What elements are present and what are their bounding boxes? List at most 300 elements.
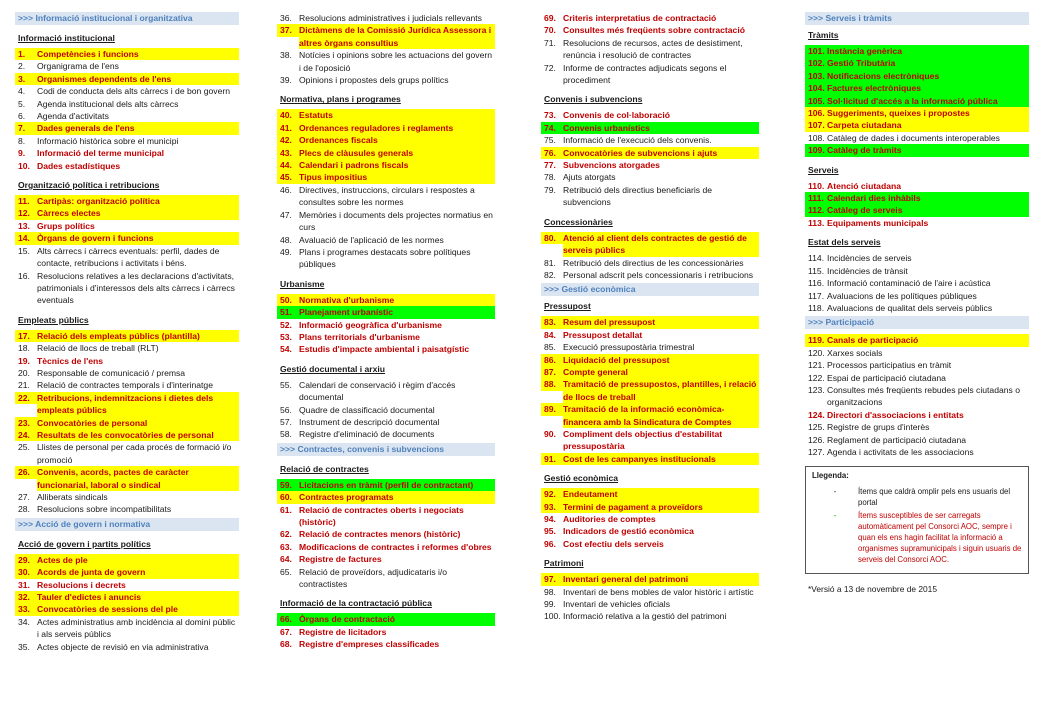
list-item (15, 641, 239, 653)
list-item (277, 479, 495, 491)
list-item (277, 331, 495, 343)
item-number: 62. (280, 529, 292, 540)
item-number: 105. (805, 95, 827, 107)
item-label: Convenis de col·laboració (563, 110, 670, 121)
item-label: Llistes de personal per cada procés de formació i/o promoció (37, 442, 232, 465)
item-number: 66. (277, 613, 299, 625)
item-label: Resum del pressupost (563, 316, 759, 328)
list-item (541, 341, 759, 353)
item-number: 46. (280, 184, 292, 195)
list-item (277, 12, 495, 24)
item-number: 95. (544, 526, 556, 537)
list-item (541, 37, 759, 62)
subsection-heading-accio-de-govern-i-partits-politics: Acció de govern i partits polítics (18, 538, 151, 549)
subsection-heading-organitzacio-politica-i-retribucions: Organització política i retribucions (18, 180, 160, 191)
item-label: Liquidació del pressupost (563, 354, 759, 366)
item-label: Convocatòries de personal (37, 417, 239, 429)
item-label: Criteris interpretatius de contractació (563, 13, 717, 23)
item-number: 52. (280, 319, 292, 330)
list-item (277, 234, 495, 246)
list-item (805, 82, 1029, 94)
list-item (15, 603, 239, 615)
list-item (15, 270, 239, 307)
item-number: 86. (541, 354, 563, 366)
item-label: Atenció al client dels contractes de gestió de serveis públics (563, 232, 759, 257)
item-number: 75. (544, 135, 556, 146)
item-label: Memòries i documents dels projectes normatius en curs (299, 209, 493, 233)
list-item (805, 334, 1029, 346)
list-item (805, 277, 1029, 289)
list-item (277, 343, 495, 355)
item-label: Registre de grups d'interès (827, 422, 930, 433)
legend-text-automatic: Ítems susceptibles de ser carregats automàticament pel Consorci AOC, sempre i quan els ens hagin facilitat la informació a organismes supramunicipals i siguin usuaris de serveis del Consorci AOC. (858, 511, 1022, 565)
item-label: Codi de conducta dels alts càrrecs i de bon govern (37, 86, 230, 97)
list-item (277, 428, 495, 440)
column-4 (805, 12, 1029, 594)
item-number: 21. (18, 380, 30, 391)
item-number: 15. (18, 245, 30, 256)
list-item (541, 513, 759, 525)
item-label: Cost efectiu dels serveis (563, 538, 664, 549)
item-number: 121. (808, 360, 825, 371)
list-item (541, 598, 759, 610)
list-item (805, 132, 1029, 144)
list-item (541, 316, 759, 328)
list-item (541, 573, 759, 585)
item-label: Gestió Tributària (827, 57, 1029, 69)
item-number: 71. (544, 37, 556, 48)
list-item (541, 147, 759, 159)
list-item (805, 265, 1029, 277)
item-label: Compliment dels objectius d'estabilitat pressupostària (563, 428, 723, 452)
list-item (805, 70, 1029, 82)
item-label: Factures electròniques (827, 82, 1029, 94)
legend-entry-automatic (812, 510, 1022, 565)
legend-dash: - (833, 511, 837, 521)
item-number: 78. (544, 172, 556, 183)
section-bar-gestio-economica: >>> Gestió econòmica (541, 283, 759, 296)
item-label: Incidències de trànsit (827, 265, 908, 276)
item-label: Espai de participació ciutadana (827, 372, 946, 383)
list-item (277, 209, 495, 234)
item-number: 101. (805, 45, 827, 57)
list-item (277, 134, 495, 146)
list-item (15, 195, 239, 207)
item-number: 127. (808, 446, 825, 457)
subsection-heading-informacio-institucional: Informació institucional (18, 33, 115, 43)
item-number: 107. (805, 119, 827, 131)
item-label: Retribucions, indemnitzacions i dietes dels empleats públics (37, 392, 239, 417)
item-label: Personal adscrit pels concessionaris i retribucions (563, 269, 754, 280)
item-number: 122. (808, 372, 825, 383)
item-label: Calendari dies inhàbils (827, 192, 1029, 204)
item-label: Instrument de descripció documental (299, 416, 440, 427)
item-number: 56. (280, 404, 292, 415)
list-item (805, 144, 1029, 156)
item-label: Canals de participació (827, 334, 1029, 346)
item-number: 100. (544, 611, 561, 622)
item-label: Licitacions en tràmit (perfil de contractant) (299, 479, 495, 491)
list-item (541, 232, 759, 257)
item-label: Resultats de les convocatòries de personal (37, 429, 239, 441)
item-number: 20. (18, 367, 30, 378)
list-item (541, 62, 759, 87)
item-number: 3. (15, 73, 37, 85)
subsection-heading-relacio-de-contractes: Relació de contractes (280, 463, 369, 474)
item-number: 31. (18, 579, 30, 590)
list-item (541, 134, 759, 146)
item-label: Convenis urbanístics (563, 122, 759, 134)
item-label: Ordenances fiscals (299, 134, 495, 146)
item-label: Registre d'eliminació de documents (299, 429, 435, 440)
list-item (15, 429, 239, 441)
list-item (541, 453, 759, 465)
list-item (541, 501, 759, 513)
list-item (15, 98, 239, 110)
item-number: 42. (277, 134, 299, 146)
item-label: Registre d'empreses classificades (299, 639, 440, 650)
item-number: 116. (808, 278, 825, 289)
item-label: Informe de contractes adjudicats segons el procediment (563, 62, 727, 86)
item-label: Notícies i opinions sobre les actuacions del govern i de l'oposició (299, 50, 492, 73)
item-label: Relació dels empleats públics (plantilla) (37, 330, 239, 342)
item-label: Avaluacions de qualitat dels serveis públics (827, 302, 993, 313)
item-number: 125. (808, 422, 825, 433)
item-number: 91. (541, 453, 563, 465)
list-item (15, 466, 239, 491)
list-item (15, 342, 239, 354)
item-number: 12. (15, 207, 37, 219)
list-item (277, 528, 495, 540)
list-item (15, 491, 239, 503)
item-label: Inventari de bens mobles de valor històric i artístic (563, 586, 754, 597)
list-item (541, 538, 759, 550)
item-label: Pressupost detallat (563, 329, 643, 340)
list-item (541, 610, 759, 622)
legend-text-manual: Ítems que caldrà omplir pels ens usuaris del portal (858, 487, 1011, 508)
item-number: 14. (15, 232, 37, 244)
list-item (15, 207, 239, 219)
column-1 (15, 12, 239, 653)
item-number: 43. (277, 147, 299, 159)
item-number: 102. (805, 57, 827, 69)
item-label: Ordenances reguladores i reglaments (299, 122, 495, 134)
list-item (805, 119, 1029, 131)
list-item (15, 392, 239, 417)
item-number: 104. (805, 82, 827, 94)
list-item (805, 252, 1029, 264)
column-3 (541, 12, 759, 623)
subsection-heading-patrimoni: Patrimoni (544, 558, 584, 569)
item-label: Càrrecs electes (37, 207, 239, 219)
list-item (15, 355, 239, 367)
item-number: 37. (277, 24, 299, 36)
item-number: 2. (18, 61, 26, 72)
list-item (277, 319, 495, 331)
list-item (277, 504, 495, 529)
item-label: Organismes dependents de l'ens (37, 73, 239, 85)
item-label: Carpeta ciutadana (827, 119, 1029, 131)
list-item (541, 354, 759, 366)
list-item (277, 416, 495, 428)
list-item (277, 184, 495, 209)
item-number: 30. (15, 566, 37, 578)
list-item (277, 24, 495, 49)
item-number: 41. (277, 122, 299, 134)
item-number: 98. (544, 586, 556, 597)
list-item (541, 24, 759, 36)
item-number: 112. (805, 204, 827, 216)
item-number: 19. (18, 355, 30, 366)
item-number: 76. (541, 147, 563, 159)
item-label: Estudis d'impacte ambiental i paisatgístic (299, 344, 470, 355)
item-label: Tauler d'edictes i anuncis (37, 591, 239, 603)
item-number: 82. (544, 269, 556, 280)
list-item (277, 159, 495, 171)
subsection-heading-urbanisme: Urbanisme (280, 278, 325, 289)
item-label: Competències i funcions (37, 48, 239, 60)
item-number: 111. (805, 192, 827, 204)
item-number: 25. (18, 442, 30, 453)
item-label: Informació contaminació de l'aire i acústica (827, 278, 991, 289)
subsection-heading-normativa-plans-i-programes: Normativa, plans i programes (280, 94, 401, 105)
list-item (541, 586, 759, 598)
item-label: Directives, instruccions, circulars i respostes a consultes sobre les normes (299, 184, 475, 208)
item-label: Consultes més freqüents sobre contractació (563, 25, 745, 36)
item-number: 70. (544, 25, 556, 36)
item-label: Registre de factures (299, 554, 382, 565)
subsection-heading-concessionaries: Concessionàries (544, 216, 613, 227)
list-item (277, 626, 495, 638)
item-number: 7. (15, 122, 37, 134)
item-number: 17. (15, 330, 37, 342)
list-item (805, 192, 1029, 204)
list-item (277, 553, 495, 565)
item-label: Consultes més freqüents rebudes pels ciutadans o organitzacions (827, 384, 1020, 408)
item-number: 72. (544, 62, 556, 73)
list-item (277, 109, 495, 121)
legend-entry-manual (812, 486, 1022, 508)
item-label: Relació de contractes menors (històric) (299, 529, 461, 540)
item-number: 77. (544, 160, 556, 171)
list-item (277, 122, 495, 134)
list-item (15, 379, 239, 391)
list-item (15, 122, 239, 134)
item-number: 38. (280, 50, 292, 61)
item-number: 32. (15, 591, 37, 603)
item-label: Plans i programes destacats sobre polítiques públiques (299, 246, 471, 270)
item-number: 83. (541, 316, 563, 328)
item-label: Informació de l'execució dels convenis. (563, 135, 712, 146)
subsection-heading-convenis-i-subvencions: Convenis i subvencions (544, 94, 643, 105)
item-label: Alts càrrecs i càrrecs eventuals: perfil, dades de contacte, retribucions i activitats i béns. (37, 245, 220, 269)
item-label: Dades generals de l'ens (37, 122, 239, 134)
item-number: 97. (541, 573, 563, 585)
item-number: 69. (544, 13, 556, 23)
item-label: Catàleg de dades i documents interoperables (827, 132, 1000, 143)
item-number: 1. (15, 48, 37, 60)
item-number: 68. (280, 639, 292, 650)
list-item (541, 525, 759, 537)
item-number: 80. (541, 232, 563, 244)
item-label: Informació geogràfica d'urbanisme (299, 319, 442, 330)
item-number: 93. (541, 501, 563, 513)
item-label: Processos participatius en tràmit (827, 360, 952, 371)
list-item (15, 330, 239, 342)
item-label: Organigrama de l'ens (37, 61, 119, 72)
item-number: 88. (541, 378, 563, 390)
item-number: 64. (280, 554, 292, 565)
list-item (277, 171, 495, 183)
list-item (15, 367, 239, 379)
item-number: 59. (277, 479, 299, 491)
item-label: Suggeriments, queixes i propostes (827, 107, 1029, 119)
item-number: 57. (280, 416, 292, 427)
list-item (805, 95, 1029, 107)
item-number: 119. (805, 334, 827, 346)
item-label: Avaluació de l'aplicació de les normes (299, 234, 444, 245)
item-label: Resolucions i decrets (37, 579, 126, 590)
item-label: Agenda d'activitats (37, 111, 109, 122)
item-number: 73. (544, 110, 556, 121)
list-item (15, 220, 239, 232)
list-item (541, 122, 759, 134)
list-item (15, 503, 239, 515)
item-label: Sol·licitud d'accés a la informació pública (827, 95, 1029, 107)
list-item (277, 491, 495, 503)
item-label: Acords de junta de govern (37, 566, 239, 578)
list-item (15, 417, 239, 429)
item-number: 61. (280, 504, 292, 515)
item-number: 44. (277, 159, 299, 171)
list-item (805, 290, 1029, 302)
subsection-heading-gestio-documental-i-arxiu: Gestió documental i arxiu (280, 363, 386, 374)
list-item (277, 147, 495, 159)
item-number: 10. (18, 160, 30, 171)
item-label: Endeutament (563, 488, 759, 500)
item-label: Execució pressupostària trimestral (563, 342, 695, 353)
item-number: 113. (808, 217, 825, 228)
list-item (15, 591, 239, 603)
item-label: Relació de contractes temporals i d'interinatge (37, 380, 213, 391)
column-2 (277, 12, 495, 651)
subsection-heading-serveis: Serveis (808, 164, 839, 175)
list-item (805, 57, 1029, 69)
item-number: 9. (18, 148, 26, 159)
item-number: 24. (15, 429, 37, 441)
section-bar-accio-de-govern-i-normativa: >>> Acció de govern i normativa (15, 518, 239, 531)
item-number: 23. (15, 417, 37, 429)
item-number: 54. (280, 344, 292, 355)
list-item (277, 246, 495, 271)
item-number: 18. (18, 343, 30, 354)
list-item (15, 147, 239, 159)
item-label: Equipaments municipals (827, 217, 929, 228)
item-label: Cartipàs: organització política (37, 195, 239, 207)
item-label: Auditories de comptes (563, 514, 656, 524)
list-item (15, 135, 239, 147)
list-item (15, 441, 239, 466)
list-item (541, 269, 759, 281)
list-item (15, 554, 239, 566)
item-label: Planejament urbanístic (299, 306, 495, 318)
list-item (541, 171, 759, 183)
list-item (805, 180, 1029, 192)
item-label: Agenda institucional dels alts càrrecs (37, 98, 179, 109)
subsection-heading-informacio-de-la-contractacio-publica: Informació de la contractació pública (280, 598, 432, 609)
item-number: 74. (541, 122, 563, 134)
item-number: 109. (805, 144, 827, 156)
list-item (277, 74, 495, 86)
item-number: 50. (277, 294, 299, 306)
item-label: Registre de licitadors (299, 626, 387, 637)
list-item (277, 541, 495, 553)
item-number: 96. (544, 538, 556, 549)
item-label: Relació de llocs de treball (RLT) (37, 343, 159, 354)
item-label: Inventari general del patrimoni (563, 573, 759, 585)
item-label: Tramitació de la informació econòmica-financera amb la Sindicatura de Comptes (563, 403, 759, 428)
list-item (277, 379, 495, 404)
item-label: Resolucions administratives i judicials rellevants (299, 13, 482, 23)
item-number: 81. (544, 257, 556, 268)
item-label: Indicadors de gestió econòmica (563, 526, 694, 537)
item-number: 115. (808, 265, 825, 276)
item-label: Retribució dels directius de les concessionàries (563, 257, 744, 268)
item-label: Directori d'associacions i entitats (827, 409, 964, 420)
list-item (277, 294, 495, 306)
item-label: Instància genèrica (827, 45, 1029, 57)
item-label: Alliberats sindicals (37, 492, 108, 502)
list-item (541, 428, 759, 453)
list-item (541, 366, 759, 378)
list-item (15, 579, 239, 591)
item-number: 60. (277, 491, 299, 503)
legend-box (805, 466, 1029, 574)
list-item (15, 245, 239, 270)
list-item (15, 60, 239, 72)
list-item (805, 372, 1029, 384)
section-bar-participacio: >>> Participació (805, 316, 1029, 329)
item-number: 118. (808, 302, 825, 313)
item-label: Actes objecte de revisió en via administrativa (37, 641, 209, 652)
list-item (805, 421, 1029, 433)
item-label: Relació de contractes oberts i negociats (històric) (299, 504, 464, 527)
section-bar-informacio-institucional-i-organitzativa: >>> Informació institucional i organitzativa (15, 12, 239, 25)
item-label: Agenda i activitats de les associacions (827, 446, 974, 457)
item-number: 126. (808, 434, 825, 445)
list-item (277, 613, 495, 625)
list-item (277, 49, 495, 74)
item-number: 16. (18, 270, 30, 281)
item-label: Relació de proveïdors, adjudicataris i/o contractistes (299, 566, 448, 590)
list-item (805, 302, 1029, 314)
list-item (805, 204, 1029, 216)
item-label: Tipus impositius (299, 171, 495, 183)
item-label: Quadre de classificació documental (299, 404, 435, 415)
item-number: 28. (18, 504, 30, 515)
subsection-heading-tramits: Tràmits (808, 30, 839, 40)
list-item (541, 12, 759, 24)
item-label: Xarxes socials (827, 347, 883, 358)
item-label: Informació històrica sobre el municipi (37, 135, 179, 146)
item-label: Calendari de conservació i règim d'accés documental (299, 379, 456, 403)
subsection-heading-estat-dels-serveis: Estat dels serveis (808, 237, 881, 248)
subsection-heading-gestio-economica: Gestió econòmica (544, 473, 619, 484)
item-number: 84. (544, 329, 556, 340)
item-label: Catàleg de tràmits (827, 144, 1029, 156)
item-number: 117. (808, 290, 825, 301)
list-item (277, 638, 495, 650)
